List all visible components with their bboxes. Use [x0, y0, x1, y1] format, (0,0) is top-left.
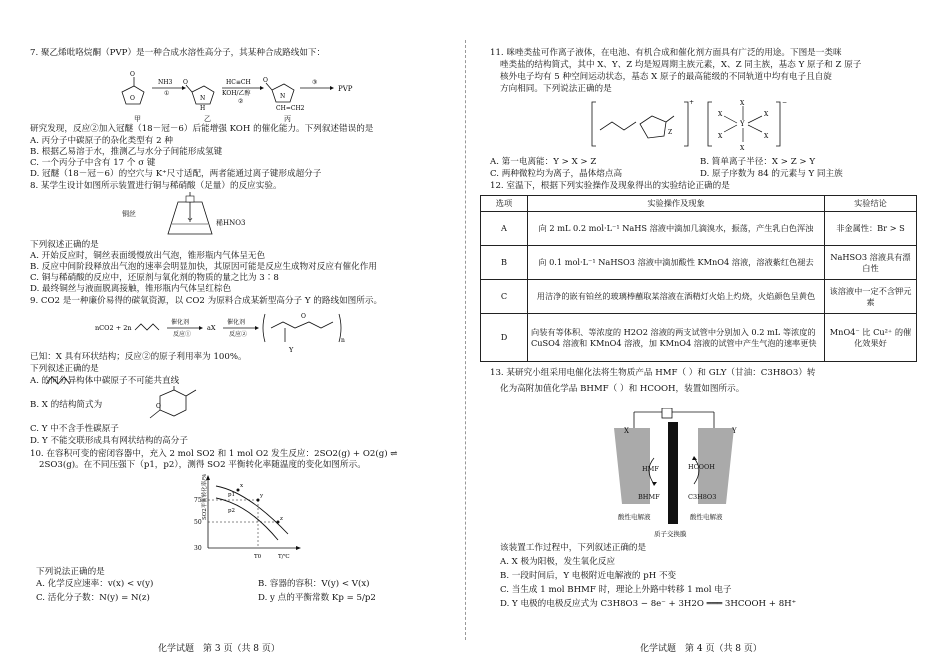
- svg-text:Z: Z: [668, 129, 673, 136]
- q9-option-d: D. Y 不能交联形成具有网状结构的高分子: [30, 436, 188, 446]
- q12-cell-op: 向装有等体积、等浓度的 H2O2 溶液的两支试管中分别加入 0.2 mL 等浓度的 CuSO4 溶液和 KMnO4 溶液，加 KMnO4 溶液的试管中产生气泡的速率更快: [528, 314, 825, 362]
- q7-label-bing: 丙: [284, 115, 291, 123]
- q9-option-b: B. X 的结构简式为: [30, 400, 103, 410]
- q7-step3: ③: [312, 79, 318, 86]
- q13-label-bhmf: BHMF: [638, 493, 660, 501]
- q9-x-structure: [140, 386, 210, 424]
- q10-option-a: A. 化学反应速率：v(x) < v(y): [36, 579, 154, 589]
- q7-product: PVP: [338, 85, 353, 93]
- svg-text:X: X: [740, 145, 745, 152]
- q12-cell-opt: B: [481, 246, 528, 280]
- q7-reagent1: NH3: [158, 79, 173, 86]
- table-row: [481, 246, 917, 280]
- q10-p1: p1: [228, 492, 236, 498]
- q12-cell-op: 向 0.1 mol·L⁻¹ NaHSO3 溶液中滴加酸性 KMnO4 溶液，溶液紫红色褪去: [528, 246, 825, 280]
- q8-option-a: A. 开始反应时，铜丝表面缓慢放出气泡，锥形瓶内气体呈无色: [30, 251, 266, 261]
- svg-text:O: O: [156, 403, 161, 410]
- q11-atom-y: Y: [740, 120, 745, 128]
- q10-t0: T0: [254, 554, 262, 560]
- q12-cell-opt: C: [481, 280, 528, 314]
- q9-option-c: C. Y 中不含手性碳原子: [30, 424, 119, 434]
- q13-label-c3h8o3: C3H8O3: [688, 493, 717, 501]
- table-row: [481, 314, 917, 362]
- q7-label-jia: 甲: [134, 115, 141, 123]
- q8-stem: 8. 某学生设计如图所示装置进行铜与稀硝酸（足量）的反应实验。: [30, 181, 282, 191]
- q9-y-label: Y: [289, 346, 294, 354]
- q11-option-b: B. 简单离子半径：X > Z > Y: [700, 157, 816, 167]
- q10-ytick-50: 50: [194, 519, 202, 526]
- q7-option-c: C. 一个丙分子中含有 17 个 σ 键: [30, 158, 156, 168]
- q12-stem: 12. 室温下，根据下列实验操作及现象得出的实验结论正确的是: [490, 181, 730, 191]
- svg-text:+: +: [689, 99, 695, 106]
- q13-membrane-label: 质子交换膜: [654, 530, 687, 538]
- page-divider: [465, 40, 466, 640]
- q12-cell-opt: D: [481, 314, 528, 362]
- q10-pt-x: x: [240, 483, 244, 489]
- q9-option-a: A. 的同分异构体中碳原子不可能共直线: [30, 376, 180, 386]
- q10-ytick-30: 30: [194, 545, 202, 552]
- svg-text:−: −: [782, 99, 788, 106]
- q11-stem-4: 方向相同。下列说法正确的是: [500, 84, 612, 94]
- q10-option-b: B. 容器的容积：V(y) < V(x): [258, 579, 370, 589]
- svg-text:n: n: [341, 337, 345, 344]
- q7-reaction-scheme: [100, 62, 400, 112]
- q11-imidazole-ring: [640, 116, 666, 138]
- q13-stem-1: 13. 某研究小组采用电催化法将生物质产品 HMF（ ）和 GLY（甘油：C3H8O3）转: [490, 368, 816, 378]
- q8-option-b: B. 反应中间阶段释放出气泡的速率会明显加快，其原因可能是反应生成物对反应有催化作用: [30, 262, 377, 272]
- q10-curve-p1: [216, 486, 288, 534]
- q10-ytick-75: 75: [194, 497, 202, 504]
- q9-cat2: 催化剂: [227, 319, 246, 326]
- q7-compound-yi: [183, 79, 214, 112]
- left-footer: 化学试题 第 3 页（共 8 页）: [158, 644, 280, 654]
- q7-compound-jia: [122, 71, 144, 104]
- q13-electrolyte-right: 酸性电解液: [690, 513, 723, 521]
- q10-stem2: 2SO3(g)。在不同压强下（p1，p2），测得 SO2 平衡转化率随温度的变化如图所示。: [39, 460, 366, 470]
- q8-apparatus: [148, 192, 268, 238]
- q8-option-d: D. 最终铜丝与液面脱离接触，锥形瓶内气体呈红棕色: [30, 284, 232, 294]
- q10-pt-y: y: [260, 493, 264, 499]
- q13-label-x: X: [624, 427, 629, 435]
- svg-text:N: N: [280, 93, 286, 100]
- q7-vinyl: CH=CH2: [276, 105, 305, 112]
- q7-reagent2-bottom: KOH/乙醇: [222, 90, 251, 97]
- q13-option-b: B. 一段时间后，Y 电极附近电解液的 pH 不变: [500, 571, 677, 581]
- q9-r1: 反应①: [173, 331, 192, 338]
- q8-option-c: C. 铜与稀硝酸的反应中，还原剂与氧化剂的物质的量之比为 3∶8: [30, 273, 279, 283]
- q13-stem-2: 化为高附加值化学品 BHMF（ ）和 HCOOH，装置如图所示。: [500, 384, 745, 394]
- svg-text:O: O: [130, 71, 135, 78]
- q13-option-c: C. 当生成 1 mol BHMF 时，理论上外路中转移 1 mol 电子: [500, 585, 732, 595]
- q11-stem-2: 唑类盐的结构简式，其中 X、Y、Z 均是短周期主族元素，X、Z 同主族，基态 Y 原子和 Z 原子: [500, 60, 862, 70]
- q10-curve-p2: [216, 498, 278, 540]
- q12-table: [480, 195, 917, 362]
- q10-stem: 10. 在容积可变的密闭容器中，充入 2 mol SO2 和 1 mol O2 发生反应：2SO2(g) + O2(g) ⇌: [30, 449, 398, 459]
- q9-cat1: 催化剂: [171, 319, 190, 326]
- q8-text1: 下列叙述正确的是: [30, 240, 99, 250]
- svg-text:H: H: [200, 105, 206, 112]
- q9-mid: aX: [207, 324, 216, 332]
- q12-cell-con: 非金属性：Br > S: [825, 212, 917, 246]
- svg-text:O: O: [183, 79, 188, 86]
- q11-option-a: A. 第一电离能：Y > X > Z: [490, 157, 597, 167]
- q12-cell-con: MnO4⁻ 比 Cu²⁺ 的催化效果好: [825, 314, 917, 362]
- q12-cell-op: 用洁净的嵌有铂丝的玻璃棒蘸取某溶液在酒精灯火焰上灼烧，火焰颜色呈黄色: [528, 280, 825, 314]
- q10-axes: [206, 475, 301, 550]
- table-row: [481, 280, 917, 314]
- q13-electrolyte-left: 酸性电解液: [618, 513, 651, 521]
- q8-label-acid: 稀HNO3: [216, 219, 246, 227]
- svg-text:X: X: [718, 133, 723, 140]
- q12-cell-con: 该溶液中一定不含钾元素: [825, 280, 917, 314]
- q12-cell-opt: A: [481, 212, 528, 246]
- q7-option-a: A. 丙分子中碳原子的杂化类型有 2 种: [30, 136, 173, 146]
- q7-reagent2-top: HC≡CH: [226, 79, 251, 86]
- q13-option-a: A. X 极为阳极，发生氧化反应: [500, 557, 616, 567]
- q10-pt-z: z: [280, 516, 283, 522]
- q10-option-d: D. y 点的平衡常数 Kp = 5/p2: [258, 593, 376, 603]
- q11-option-d: D. 原子序数为 84 的元素与 Y 同主族: [700, 169, 843, 179]
- q12-header-operation: 实验操作及现象: [528, 196, 825, 212]
- q13-label-y: Y: [732, 427, 737, 435]
- q9-eq-left: nCO2 + 2n: [95, 324, 132, 332]
- q7-option-d: D. 冠醚（18－冠－6）的空穴与 K⁺尺寸适配，两者能通过离子键形成超分子: [30, 169, 322, 179]
- svg-text:①: ①: [164, 90, 170, 97]
- q13-option-d: D. Y 电极的电极反应式为 C3H8O3 − 8e⁻ + 3H2O ═══ 3HCOOH + 8H⁺: [500, 599, 797, 609]
- table-row: [481, 212, 917, 246]
- svg-text:X: X: [764, 133, 769, 140]
- q8-label-cu: 铜丝: [122, 210, 136, 218]
- q9-reaction-scheme: [95, 308, 395, 358]
- q12-header-row: [481, 196, 917, 212]
- q12-header-conclusion: 实验结论: [825, 196, 917, 212]
- q10-ylabel: SO2平衡转化率/%: [202, 474, 208, 520]
- svg-text:X: X: [740, 100, 745, 107]
- q7-stem: 7. 聚乙烯吡咯烷酮（PVP）是一种合成水溶性高分子，其某种合成路线如下：: [30, 48, 326, 58]
- q12-cell-con: NaHSO3 溶液具有漂白性: [825, 246, 917, 280]
- q9-text2: 下列叙述正确的是: [30, 364, 99, 374]
- q11-stem-1: 11. 咪唑类盐可作离子液体，在电池、有机合成和催化剂方面具有广泛的用途。下图是一类咪: [490, 48, 842, 58]
- svg-text:X: X: [764, 111, 769, 118]
- q7-text1: 研究发现，反应②加入冠醚（18－冠－6）后能增强 KOH 的催化能力。下列叙述错误的是: [30, 124, 374, 134]
- q10-xlabel: T/℃: [278, 554, 290, 560]
- q9-stem: 9. CO2 是一种廉价易得的碳氧资源，以 CO2 为原料合成某新型高分子 Y 的路线如图所示。: [30, 296, 383, 306]
- q11-structure: [590, 96, 820, 154]
- q7-label-yi: 乙: [204, 115, 211, 123]
- q7-compound-bing: [263, 77, 305, 112]
- q9-text1: 已知：X 具有环状结构；反应②的原子利用率为 100%。: [30, 352, 247, 362]
- q11-option-c: C. 两种微粒均为离子，晶体熔点高: [490, 169, 623, 179]
- q10-chart: [178, 474, 308, 566]
- svg-text:O: O: [130, 95, 135, 102]
- q11-stem-3: 核外电子均有 5 种空间运动状态，基态 X 原子的最高能级的不同轨道中均有电子且自旋: [500, 72, 832, 82]
- q7-option-b: B. 根据乙易溶于水，推测乙与水分子间能形成氢键: [30, 147, 223, 157]
- svg-text:N: N: [200, 95, 206, 102]
- q13-label-hmf: HMF: [642, 465, 659, 473]
- q13-text1: 该装置工作过程中，下列叙述正确的是: [500, 543, 647, 553]
- svg-text:O: O: [301, 313, 306, 320]
- q10-option-c: C. 活化分子数：N(y) = N(z): [36, 593, 150, 603]
- q9-diene-icon: [44, 374, 84, 386]
- q13-membrane: [668, 422, 678, 524]
- q13-label-hcooh: HCOOH: [688, 463, 715, 471]
- q12-cell-op: 向 2 mL 0.2 mol·L⁻¹ NaHS 溶液中滴加几滴溴水，振荡，产生乳白色浑浊: [528, 212, 825, 246]
- q9-r2: 反应②: [229, 331, 248, 338]
- svg-text:②: ②: [238, 98, 244, 105]
- svg-text:X: X: [718, 111, 723, 118]
- q10-p2: p2: [228, 508, 236, 514]
- q10-text1: 下列说法正确的是: [36, 567, 105, 577]
- q12-header-option: 选项: [481, 196, 528, 212]
- right-footer: 化学试题 第 4 页（共 8 页）: [640, 644, 762, 654]
- svg-text:O: O: [263, 77, 268, 84]
